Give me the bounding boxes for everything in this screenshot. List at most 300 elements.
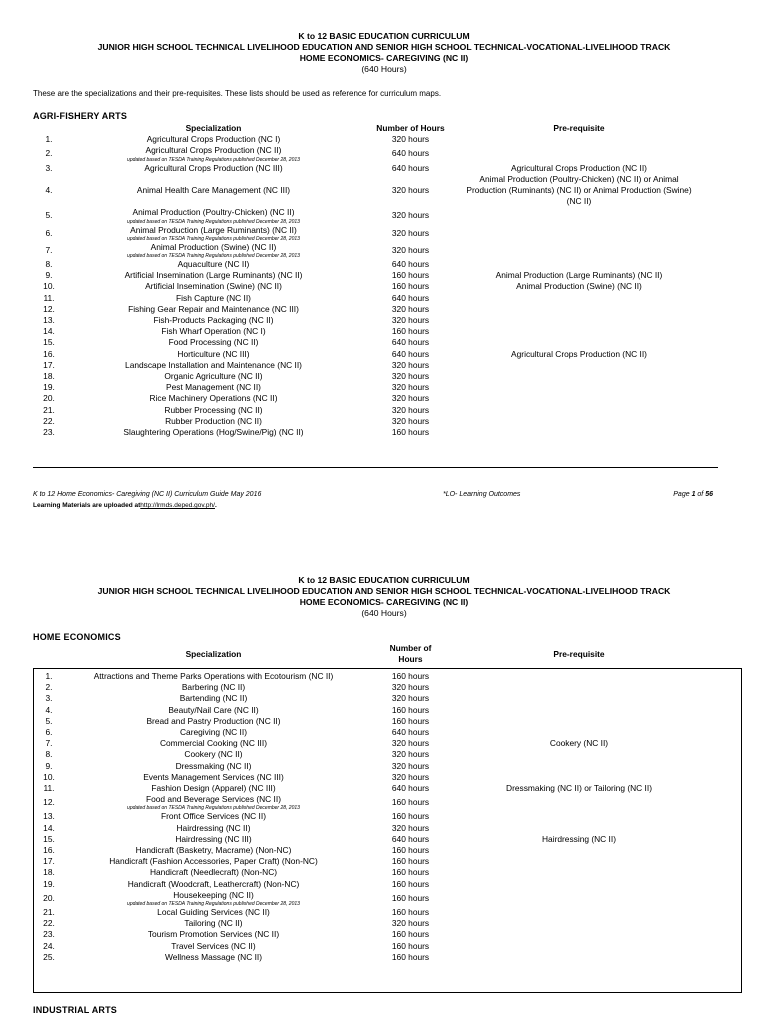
section-heading-home-economics: HOME ECONOMICS (33, 632, 121, 642)
row-number (28, 163, 70, 174)
row-number (28, 952, 70, 963)
row-prerequisite (464, 326, 694, 337)
row-specialization (70, 225, 357, 242)
row-number (28, 705, 70, 716)
row-number-text: 21. (43, 404, 55, 415)
row-specialization (70, 879, 357, 890)
col-header-prerequisite: Pre-requisite (553, 648, 605, 659)
row-number-text: 21. (43, 907, 55, 918)
row-hours-text: 640 hours (391, 148, 430, 159)
row-specialization-text: Animal Health Care Management (NC III) (136, 185, 291, 196)
row-number-text: 10. (43, 281, 55, 292)
row-specialization (70, 304, 357, 315)
row-hours (357, 393, 464, 404)
row-specialization (70, 349, 357, 360)
row-number (28, 371, 70, 382)
row-prerequisite-text: Animal Production (Poultry-Chicken) (NC II) or Animal Production (Ruminants) (NC II) or Animal Production (Swine) (NC II) (466, 173, 692, 207)
row-prerequisite (464, 259, 694, 270)
row-hours-text: 320 hours (391, 315, 430, 326)
row-prerequisite (464, 225, 694, 242)
row-prerequisite (464, 134, 694, 145)
row-hours (357, 371, 464, 382)
row-prerequisite-text: Animal Production (Swine) (NC II) (516, 281, 642, 292)
row-specialization-text: Attractions and Theme Parks Operations with Ecotourism (NC II) (93, 671, 334, 681)
row-specialization (70, 360, 357, 371)
table-row (28, 270, 694, 281)
row-hours (357, 174, 464, 208)
row-specialization-text: Horticulture (NC III) (177, 348, 250, 359)
row-hours-text: 320 hours (391, 738, 430, 749)
row-hours (357, 845, 464, 856)
row-number (28, 270, 70, 281)
table-row (28, 856, 694, 867)
row-prerequisite (464, 867, 694, 878)
row-specialization (70, 907, 357, 918)
row-hours-text: 640 hours (391, 337, 430, 348)
specialization-table-agri-fishery (28, 123, 694, 438)
row-number (28, 918, 70, 929)
row-number-text: 18. (43, 371, 55, 382)
row-number-text: 5. (45, 210, 53, 221)
row-number (28, 259, 70, 270)
row-hours (357, 907, 464, 918)
row-specialization-text: Local Guiding Services (NC II) (157, 907, 270, 918)
row-prerequisite (464, 671, 694, 682)
row-specialization (70, 671, 357, 682)
header-line-4: (640 Hours) (361, 608, 407, 618)
table-row (28, 393, 694, 404)
row-prerequisite (464, 890, 694, 907)
table-row (28, 952, 694, 963)
row-number-text: 3. (45, 162, 53, 173)
row-specialization-text: Aquaculture (NC II) (177, 259, 250, 270)
row-hours (357, 326, 464, 337)
row-specialization-text: Animal Production (Poultry-Chicken) (NC II) (132, 207, 295, 218)
row-specialization-text: Pest Management (NC II) (166, 382, 261, 393)
table-row (28, 738, 694, 749)
row-hours (357, 270, 464, 281)
row-number-text: 24. (43, 940, 55, 951)
row-prerequisite (464, 794, 694, 811)
row-specialization-text: Agricultural Crops Production (NC I) (146, 134, 281, 145)
row-hours (357, 890, 464, 907)
row-number (28, 207, 70, 224)
specialization-table-header-home-economics (28, 643, 694, 665)
row-hours (357, 682, 464, 693)
row-number-text: 2. (45, 682, 53, 693)
row-hours (357, 242, 464, 259)
row-number (28, 890, 70, 907)
row-prerequisite (464, 693, 694, 704)
row-hours-text: 160 hours (391, 892, 430, 903)
row-hours-text: 320 hours (391, 210, 430, 221)
row-prerequisite (464, 716, 694, 727)
row-number (28, 393, 70, 404)
row-number (28, 879, 70, 890)
row-hours-text: 320 hours (391, 404, 430, 415)
row-specialization-text: Animal Production (Swine) (NC II) (150, 241, 277, 252)
row-prerequisite (464, 834, 694, 845)
row-number-text: 22. (43, 415, 55, 426)
row-number (28, 671, 70, 682)
table-row (28, 326, 694, 337)
intro-text: These are the specializations and their pre-requisites. These lists should be used as reference for curriculum maps. (33, 89, 442, 98)
row-hours-text: 320 hours (391, 693, 430, 704)
table-row (28, 360, 694, 371)
table-row (28, 879, 694, 890)
row-prerequisite (464, 727, 694, 738)
row-specialization (70, 427, 357, 438)
row-hours-text: 640 hours (391, 259, 430, 270)
row-number-text: 20. (43, 892, 55, 903)
row-hours (357, 360, 464, 371)
col-header-hours (357, 643, 464, 665)
table-row (28, 242, 694, 259)
row-hours-text: 160 hours (391, 427, 430, 438)
row-hours-text: 160 hours (391, 704, 430, 715)
row-prerequisite (464, 315, 694, 326)
row-prerequisite (464, 337, 694, 348)
row-update-note: updated based on TESDA Training Regulations published December 28, 2013 (127, 218, 300, 225)
row-hours-text: 160 hours (391, 715, 430, 726)
row-specialization (70, 416, 357, 427)
row-update-note: updated based on TESDA Training Regulations published December 28, 2013 (127, 235, 300, 242)
row-hours-text: 320 hours (391, 760, 430, 771)
table-row (28, 890, 694, 907)
row-specialization (70, 207, 357, 224)
row-specialization-text: Commercial Cooking (NC III) (159, 738, 268, 749)
row-number-text: 7. (45, 244, 53, 255)
table-row (28, 918, 694, 929)
row-specialization (70, 270, 357, 281)
row-hours-text: 160 hours (391, 270, 430, 281)
row-hours (357, 693, 464, 704)
table-row (28, 823, 694, 834)
row-specialization (70, 405, 357, 416)
row-number (28, 783, 70, 794)
row-number-text: 17. (43, 856, 55, 867)
row-hours (357, 783, 464, 794)
table-header-row (28, 123, 694, 134)
row-hours-text: 320 hours (391, 185, 430, 196)
row-prerequisite (464, 349, 694, 360)
row-hours-text: 640 hours (391, 292, 430, 303)
row-specialization-text: Food Processing (NC II) (168, 337, 259, 348)
row-prerequisite (464, 845, 694, 856)
row-specialization (70, 393, 357, 404)
table-row (28, 405, 694, 416)
row-number (28, 281, 70, 292)
row-number (28, 823, 70, 834)
footer-page-prefix: Page (673, 491, 692, 498)
row-prerequisite (464, 941, 694, 952)
row-specialization-text: Travel Services (NC II) (171, 940, 256, 951)
row-prerequisite-text: Cookery (NC II) (549, 738, 609, 749)
row-number-text: 16. (43, 348, 55, 359)
row-number (28, 174, 70, 208)
row-number-text: 15. (43, 337, 55, 348)
header-line-3: HOME ECONOMICS- CAREGIVING (NC II) (299, 597, 469, 607)
row-number-text: 5. (45, 715, 53, 726)
row-prerequisite-text: Agricultural Crops Production (NC II) (511, 348, 647, 359)
table-row (28, 349, 694, 360)
row-prerequisite (464, 174, 694, 208)
row-hours-text: 160 hours (391, 940, 430, 951)
table-row (28, 761, 694, 772)
row-specialization-text: Artificial Insemination (Swine) (NC II) (145, 281, 282, 292)
row-number (28, 315, 70, 326)
row-hours-text: 640 hours (391, 783, 430, 794)
row-hours (357, 315, 464, 326)
row-hours-text: 320 hours (391, 415, 430, 426)
col-header-specialization: Specialization (185, 648, 242, 659)
row-number-text: 15. (43, 833, 55, 844)
row-prerequisite-text: Agricultural Crops Production (NC II) (511, 162, 647, 173)
row-hours (357, 727, 464, 738)
row-specialization (70, 845, 357, 856)
row-specialization-text: Artificial Insemination (Large Ruminants) (NC II) (124, 270, 303, 281)
row-prerequisite (464, 304, 694, 315)
row-specialization (70, 145, 357, 162)
row-hours (357, 952, 464, 963)
row-hours (357, 671, 464, 682)
table-row (28, 907, 694, 918)
table-row (28, 671, 694, 682)
row-specialization-text: Landscape Installation and Maintenance (NC II) (125, 359, 302, 370)
row-specialization (70, 326, 357, 337)
row-hours-text: 160 hours (391, 671, 430, 681)
row-number-text: 16. (43, 845, 55, 856)
footer-lrmds-link[interactable]: http://lrmds.deped.gov.ph/ (140, 502, 215, 509)
row-specialization-text: Agricultural Crops Production (NC II) (145, 145, 282, 156)
table-row (28, 705, 694, 716)
row-specialization (70, 761, 357, 772)
table-row (28, 783, 694, 794)
row-number (28, 304, 70, 315)
row-hours-text: 320 hours (391, 371, 430, 382)
row-update-note: updated based on TESDA Training Regulations published December 28, 2013 (127, 805, 300, 812)
row-specialization (70, 811, 357, 822)
row-specialization (70, 738, 357, 749)
row-prerequisite (464, 145, 694, 162)
row-prerequisite (464, 907, 694, 918)
row-hours (357, 856, 464, 867)
row-specialization (70, 693, 357, 704)
row-update-note: updated based on TESDA Training Regulations published December 28, 2013 (127, 901, 300, 908)
row-specialization-text: Fish-Products Packaging (NC II) (153, 315, 274, 326)
row-hours (357, 772, 464, 783)
row-number-text: 6. (45, 227, 53, 238)
footer-lo-note: *LO- Learning Outcomes (443, 491, 521, 498)
row-specialization (70, 163, 357, 174)
section-heading-industrial-arts: INDUSTRIAL ARTS (33, 1005, 117, 1015)
row-number-text: 6. (45, 727, 53, 738)
row-specialization (70, 867, 357, 878)
col-header-specialization: Specialization (185, 123, 242, 133)
row-specialization (70, 952, 357, 963)
row-number-text: 23. (43, 929, 55, 940)
row-hours-text: 640 hours (391, 727, 430, 738)
row-specialization (70, 174, 357, 208)
row-prerequisite (464, 242, 694, 259)
row-number (28, 811, 70, 822)
row-prerequisite (464, 738, 694, 749)
row-specialization-text: Slaughtering Operations (Hog/Swine/Pig) (NC II) (123, 427, 304, 438)
row-hours-text: 320 hours (391, 822, 430, 833)
row-prerequisite (464, 393, 694, 404)
row-hours-text: 160 hours (391, 929, 430, 940)
row-update-note: updated based on TESDA Training Regulations published December 28, 2013 (127, 253, 300, 260)
row-hours (357, 337, 464, 348)
col-header-prerequisite: Pre-requisite (553, 123, 605, 133)
row-hours-text: 160 hours (391, 856, 430, 867)
row-hours-text: 160 hours (391, 867, 430, 878)
row-prerequisite (464, 952, 694, 963)
row-prerequisite (464, 879, 694, 890)
row-specialization-text: Handicraft (Fashion Accessories, Paper Craft) (Non-NC) (109, 856, 318, 867)
row-hours-text: 320 hours (391, 134, 430, 145)
row-number-text: 19. (43, 382, 55, 393)
row-hours-text: 320 hours (391, 749, 430, 760)
col-header-hours-line-1: Number of (389, 643, 432, 653)
row-hours (357, 867, 464, 878)
row-specialization-text: Events Management Services (NC III) (143, 771, 284, 782)
row-specialization-text: Tailoring (NC II) (184, 918, 243, 929)
row-number-text: 23. (43, 427, 55, 438)
row-number (28, 907, 70, 918)
row-hours (357, 259, 464, 270)
row-specialization (70, 856, 357, 867)
row-hours (357, 834, 464, 845)
row-prerequisite (464, 163, 694, 174)
row-specialization-text: Handicraft (Woodcraft, Leathercraft) (Non-NC) (127, 878, 300, 889)
row-specialization (70, 242, 357, 259)
row-number (28, 941, 70, 952)
row-number (28, 716, 70, 727)
row-number-text: 14. (43, 326, 55, 337)
row-hours (357, 929, 464, 940)
table-row (28, 163, 694, 174)
footer-page-of: of (695, 491, 706, 498)
row-hours-text: 640 hours (391, 348, 430, 359)
row-number-text: 18. (43, 867, 55, 878)
row-number (28, 867, 70, 878)
row-specialization-text: Hairdressing (NC III) (175, 833, 252, 844)
row-specialization (70, 794, 357, 811)
row-hours-text: 640 hours (391, 833, 430, 844)
table-row (28, 941, 694, 952)
row-specialization (70, 371, 357, 382)
row-hours-text: 160 hours (391, 951, 430, 962)
row-hours-text: 320 hours (391, 382, 430, 393)
table-row (28, 337, 694, 348)
row-specialization (70, 929, 357, 940)
row-number (28, 293, 70, 304)
row-number (28, 929, 70, 940)
row-number-text: 9. (45, 760, 53, 771)
row-number-text: 20. (43, 393, 55, 404)
table-header-row (28, 643, 694, 665)
row-number (28, 693, 70, 704)
table-row (28, 682, 694, 693)
row-hours (357, 705, 464, 716)
row-prerequisite (464, 281, 694, 292)
row-prerequisite-text: Dressmaking (NC II) or Tailoring (NC II) (506, 783, 652, 794)
row-specialization-text: Rice Machinery Operations (NC II) (149, 393, 278, 404)
row-hours (357, 738, 464, 749)
row-prerequisite (464, 207, 694, 224)
row-prerequisite (464, 360, 694, 371)
row-number-text: 3. (45, 693, 53, 704)
row-specialization-text: Handicraft (Basketry, Macrame) (Non-NC) (135, 845, 292, 856)
row-specialization-text: Caregiving (NC II) (179, 727, 248, 738)
page-header (0, 31, 768, 75)
table-row (28, 371, 694, 382)
table-row (28, 145, 694, 162)
table-row (28, 315, 694, 326)
row-number (28, 834, 70, 845)
row-hours (357, 716, 464, 727)
row-number-text: 12. (43, 303, 55, 314)
row-hours (357, 427, 464, 438)
row-specialization (70, 941, 357, 952)
row-number (28, 134, 70, 145)
row-hours-text: 320 hours (391, 682, 430, 693)
row-hours (357, 293, 464, 304)
row-prerequisite (464, 783, 694, 794)
row-number-text: 22. (43, 918, 55, 929)
row-hours-text: 320 hours (391, 393, 430, 404)
section-heading-agri-fishery: AGRI-FISHERY ARTS (33, 111, 128, 121)
row-hours-text: 160 hours (391, 797, 430, 808)
row-prerequisite (464, 416, 694, 427)
row-specialization-text: Housekeeping (NC II) (173, 889, 254, 900)
row-prerequisite (464, 405, 694, 416)
footer-page-total: 56 (705, 491, 713, 498)
table-row (28, 174, 694, 208)
row-prerequisite (464, 682, 694, 693)
table-row (28, 929, 694, 940)
row-hours-text: 160 hours (391, 281, 430, 292)
row-number-text: 4. (45, 704, 53, 715)
row-number-text: 17. (43, 359, 55, 370)
row-specialization-text: Fishing Gear Repair and Maintenance (NC III) (128, 303, 299, 314)
row-number (28, 416, 70, 427)
table-row (28, 134, 694, 145)
row-prerequisite (464, 293, 694, 304)
row-hours-text: 320 hours (391, 244, 430, 255)
row-specialization (70, 783, 357, 794)
row-number (28, 738, 70, 749)
row-hours (357, 134, 464, 145)
table-row (28, 811, 694, 822)
row-specialization (70, 382, 357, 393)
row-specialization-text: Organic Agriculture (NC II) (164, 371, 263, 382)
row-prerequisite-text: Animal Production (Large Ruminants) (NC II) (495, 270, 663, 281)
row-number-text: 13. (43, 811, 55, 822)
header-line-4: (640 Hours) (361, 64, 407, 74)
row-hours-text: 160 hours (391, 326, 430, 337)
row-hours (357, 382, 464, 393)
row-specialization (70, 834, 357, 845)
row-prerequisite (464, 823, 694, 834)
row-specialization (70, 890, 357, 907)
row-prerequisite (464, 772, 694, 783)
row-prerequisite (464, 856, 694, 867)
row-number (28, 772, 70, 783)
row-number-text: 11. (43, 783, 55, 794)
row-number (28, 242, 70, 259)
